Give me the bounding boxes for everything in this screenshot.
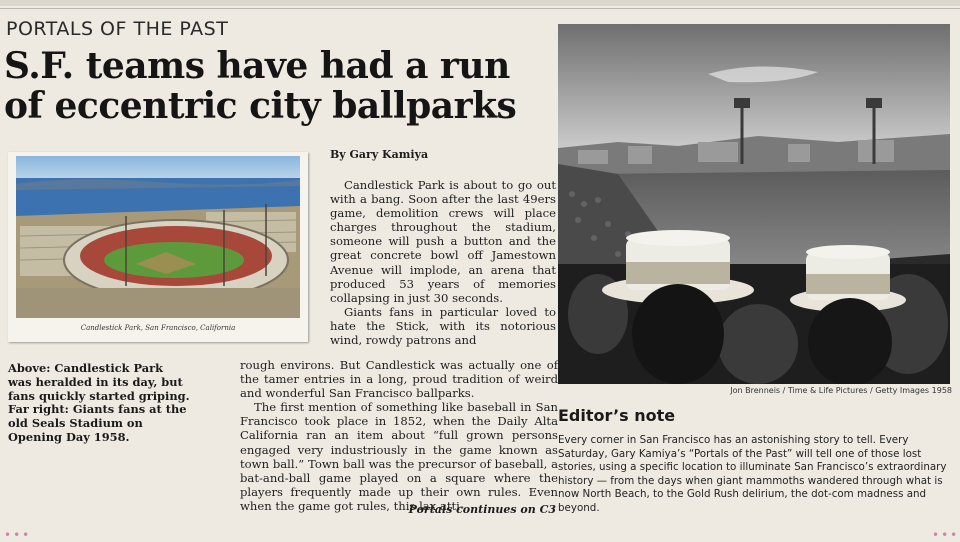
page-top-band <box>0 0 960 6</box>
headline-line-2: of eccentric city ballparks <box>4 85 517 127</box>
candlestick-illustration <box>16 156 300 318</box>
candlestick-postcard-image <box>8 152 308 342</box>
article-column-lower <box>240 358 558 513</box>
caption-line: Above: Candlestick Park <box>8 361 164 375</box>
caption-line: old Seals Stadium on <box>8 416 143 431</box>
caption-line: fans quickly started griping. <box>8 388 190 403</box>
article-column-upper <box>330 178 556 347</box>
photo-credit: Jon Brenneis / Time & Life Pictures / Getty Images 1958 <box>730 386 952 395</box>
editors-note-text: Every corner in San Francisco has an astonishing story to tell. Every Saturday, Gary Kamiya’s “Portals of the Past” will tell one of those lost stories, using a specific location to illuminate San Francisco’s extraordinary history — from the days when giant mammoths wandered through what is now North Beach, to the Gold Rush delirium, the dot-com madness and beyond. <box>558 434 947 514</box>
body-paragraph-continued: rough environs. But Candlestick was actually one of the tamer entries in a long, proud tradition of weird and wonderful San Francisco ballparks. <box>240 358 558 401</box>
page-top-rule <box>0 8 960 9</box>
bleed-through-decoration <box>0 402 238 515</box>
postcard-caption: Candlestick Park, San Francisco, California <box>80 324 236 332</box>
registration-dots-right: ••• <box>932 528 960 542</box>
body-paragraph: Giants fans in particular loved to hate the Stick, with its notorious wind, rowdy patrons and <box>330 304 556 348</box>
seals-stadium-illustration <box>558 24 950 384</box>
article-headline <box>4 46 516 126</box>
section-kicker: PORTALS OF THE PAST <box>6 18 229 40</box>
article-byline: By Gary Kamiya <box>330 148 429 161</box>
seals-stadium-photo <box>558 24 950 384</box>
caption-line: was heralded in its day, but <box>8 374 183 389</box>
registration-dots-left: ••• <box>4 528 32 542</box>
body-paragraph: The first mention of something like baseball in San Francisco took place in 1852, when the Daily Alta California ran an item about “full grown persons engaged very industriously in the game known as town ball.” Town ball was the precursor of baseball, a bat-and-ball game played on a square where the players frequently made up their own rules. Even when the game got rules, this lax atti- <box>240 400 558 513</box>
body-paragraph: Candlestick Park is about to go out with a bang. Soon after the last 49ers game, demolition crews will place charges throughout the stadium, someone will push a button and the great concrete bowl off Jamestown Avenue will implode, an arena that produced 53 years of memories collapsing in just 30 seconds. <box>330 178 556 305</box>
editors-note-title: Editor’s note <box>558 406 676 425</box>
caption-line: Opening Day 1958. <box>8 429 130 444</box>
jump-line: Portals continues on C3 <box>408 503 556 516</box>
caption-line: Far right: Giants fans at the <box>8 402 187 417</box>
headline-line-1: S.F. teams have had a run <box>4 45 510 87</box>
